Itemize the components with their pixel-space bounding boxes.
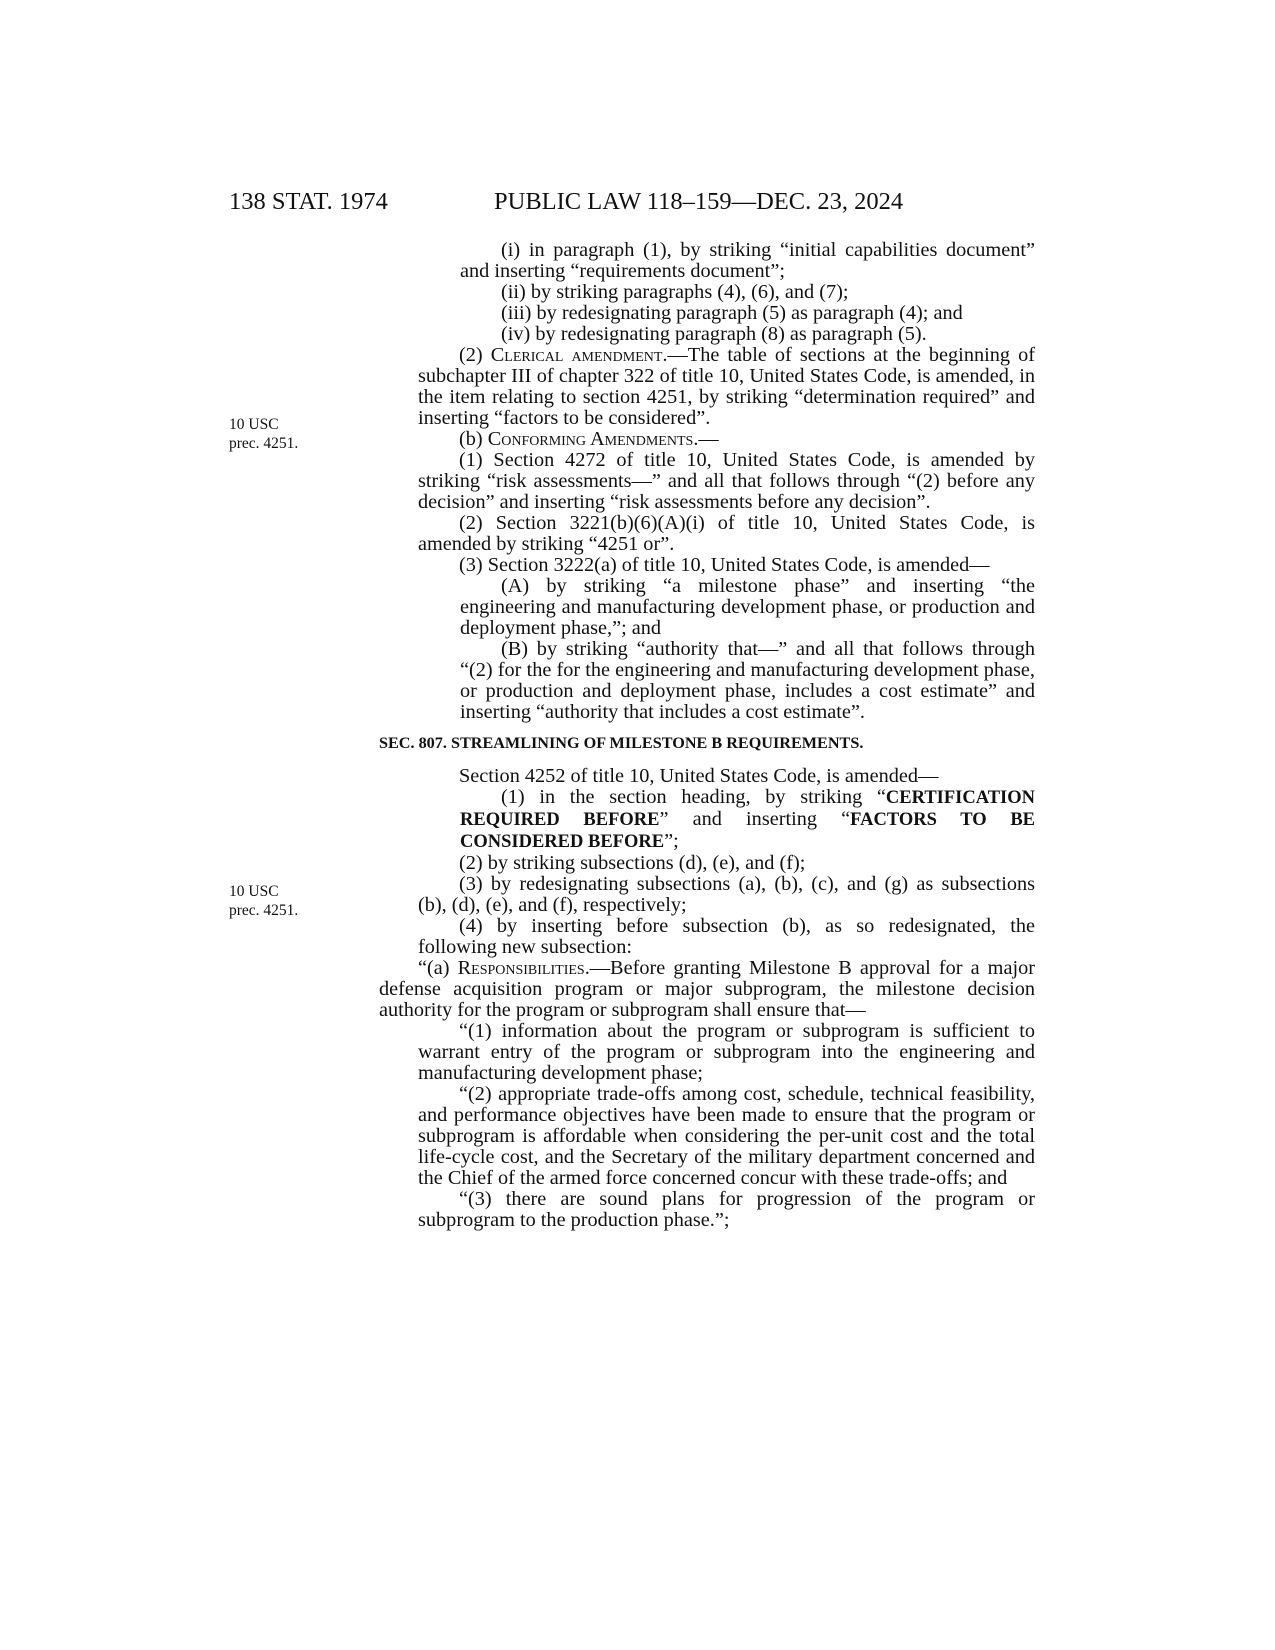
margin-citation-line: 10 USC [229,416,279,433]
subsection-number: (b) [459,428,488,450]
margin-citation [229,415,298,453]
requirement-2: “(2) appropriate trade-offs among cost, schedule, technical feasibility, and performance objectives have been made to ensure that the program or subprogram is affordable when considering the per-unit cost and the total life-cycle cost, and the Secretary of the military department concerned and the Chief of the armed force concerned concur with these trade-offs; and [418,1083,1035,1189]
paragraph-number: (2) [459,344,491,366]
amendment-text: ”; [664,830,679,852]
subsection-conforming-amendments [460,429,1035,450]
margin-citation [229,882,298,920]
stat-page-number: 138 STAT. 1974 [229,188,388,215]
margin-citation-line: prec. 4251. [229,902,299,919]
subparagraph-a: (A) by striking “a milestone phase” and inserting “the engineering and manufacturing development phase, or production and deployment phase,”; and [460,575,1035,639]
section-heading: SEC. 807. STREAMLINING OF MILESTONE B REQUIREMENTS. [379,734,864,752]
clause-iv: (iv) by redesignating paragraph (8) as paragraph (5). [501,323,927,345]
clause-i: (i) in paragraph (1), by striking “initial capabilities document” and inserting “requirements document”; [460,239,1035,282]
struck-heading: CERTIFICATION REQUIRED BEFORE [460,788,1035,830]
subsection-number: “(a) [418,957,458,979]
subsection-heading: Conforming Amendments [487,428,694,450]
section-intro: Section 4252 of title 10, United States Code, is amended— [459,765,939,787]
amendment-text: ” and inserting “ [659,808,851,830]
subparagraph-b: (B) by striking “authority that—” and all that follows through “(2) for the for the engineering and manufacturing development phase, or production and deployment phase, includes a cost estimate” and inserting “authority that includes a cost estimate”. [460,638,1035,723]
paragraph-heading: Clerical amendment [490,344,663,366]
amendment-3: (3) by redesignating subsections (a), (b), (c), and (g) as subsections (b), (d), (e), and (f), respectively; [418,873,1035,916]
paragraph-3: (3) Section 3222(a) of title 10, United States Code, is amended— [459,554,990,576]
paragraph-clerical-amendment [418,345,1035,429]
requirement-1: “(1) information about the program or subprogram is sufficient to warrant entry of the program or subprogram into the engineering and manufacturing development phase; [418,1020,1035,1084]
subsection-dash: .— [693,428,719,450]
clause-ii: (ii) by striking paragraphs (4), (6), and (7); [501,281,849,303]
paragraph-text: .—The table of sections at the beginning of subchapter III of chapter 322 of title 10, United States Code, is amended, in the item relating to section 4251, by striking “determination required” and inserting “factors to be considered”. [418,344,1035,429]
paragraph-2: (2) Section 3221(b)(6)(A)(i) of title 10, United States Code, is amended by striking “4251 or”. [418,512,1035,555]
amendment-1 [460,787,1035,853]
new-subsection-a [379,958,1035,1021]
subsection-text: .—Before granting Milestone B approval for a major defense acquisition program or major subprogram, the milestone decision authority for the program or subprogram shall ensure that— [379,957,1035,1021]
body-text [379,239,1035,1231]
running-header: PUBLIC LAW 118–159—DEC. 23, 2024 [494,188,904,215]
paragraph-1: (1) Section 4272 of title 10, United States Code, is amended by striking “risk assessments—” and all that follows through “(2) before any decision” and inserting “risk assessments before any decision”. [418,449,1035,513]
clause-iii: (iii) by redesignating paragraph (5) as paragraph (4); and [501,302,963,324]
subsection-heading: Responsibilities [457,957,585,979]
margin-citation-line: 10 USC [229,883,279,900]
margin-citation-line: prec. 4251. [229,435,299,452]
amendment-4: (4) by inserting before subsection (b), as so redesignated, the following new subsection: [418,915,1035,958]
amendment-text: (1) in the section heading, by striking “ [501,786,886,808]
requirement-3: “(3) there are sound plans for progression of the program or subprogram to the production phase.”; [418,1188,1035,1231]
amendment-2: (2) by striking subsections (d), (e), and (f); [459,852,806,874]
inserted-heading: FACTORS TO BE CONSIDERED BEFORE [460,810,1035,852]
